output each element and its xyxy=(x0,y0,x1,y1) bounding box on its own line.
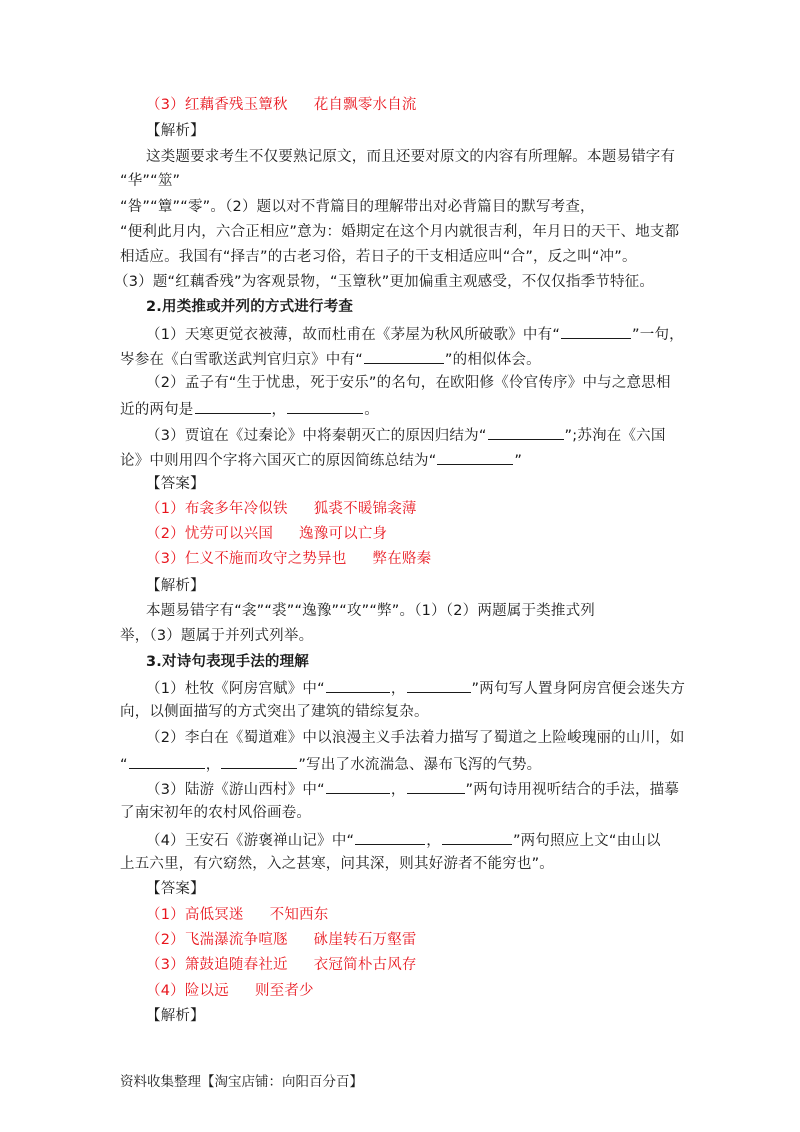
question-line xyxy=(120,398,379,420)
section-heading: 2.用类推或并列的方式进行考查 xyxy=(146,299,354,315)
question-line: 了南宋初年的农村风俗画卷。 xyxy=(120,805,312,821)
question-text: ” xyxy=(514,453,523,469)
question-line: 上五六里，有穴窈然，入之甚寒，问其深，则其好游者不能穷也”。 xyxy=(120,856,555,872)
analysis-label: 【解析】 xyxy=(146,578,205,594)
question-text: （3）贾谊在《过秦论》中将秦朝灭亡的原因归结为“ xyxy=(146,428,487,444)
paragraph-line: 这类题要求考生不仅要熟记原文，而且还要对原文的内容有所理解。本题易错字有 xyxy=(146,149,676,165)
fill-blank xyxy=(407,677,471,693)
question-text: （1）杜牧《阿房宫赋》中“ xyxy=(146,681,325,697)
question-line xyxy=(146,424,666,446)
question-text: 论》中则用四个字将六国灭亡的原因简练总结为“ xyxy=(120,453,437,469)
answer-line-1 xyxy=(146,499,417,519)
fill-blank xyxy=(488,424,564,440)
question-line: （2）李白在《蜀道难》中以浪漫主义手法着力描写了蜀道之上险峻瑰丽的山川，如 xyxy=(146,730,685,746)
answer-text: 花自飘零水自流 xyxy=(313,97,417,113)
fill-blank xyxy=(561,323,631,339)
question-text: ， xyxy=(205,757,221,773)
answer-line-3 xyxy=(146,955,417,975)
question-line xyxy=(146,778,679,800)
fill-blank xyxy=(355,829,425,845)
paragraph-line: “便利此月内，六合正相应”意为：婚期定在这个月内就很吉利，年月日的天干、地支都 xyxy=(120,224,680,240)
answer-line-3 xyxy=(146,549,431,569)
answer-text: 不知西东 xyxy=(269,907,329,923)
question-line: 向，以侧面描写的方式突出了建筑的错综复杂。 xyxy=(120,704,429,720)
question-text: （3）陆游《游山西村》中“ xyxy=(146,782,325,798)
fill-blank xyxy=(407,778,465,794)
answer-line-2 xyxy=(146,524,387,544)
paragraph-line: “咎”“簟”“零”。（2）题以对不背篇目的理解带出对必背篇目的默写考查， xyxy=(120,199,595,215)
answer-text: （1）布衾多年冷似铁 xyxy=(146,501,288,517)
answer-text: （4）险以远 xyxy=(146,983,229,999)
answer-line-1 xyxy=(146,905,328,925)
answer-text: 衣冠简朴古风存 xyxy=(313,957,417,973)
question-text: ”一句， xyxy=(632,327,684,343)
answer-line-2 xyxy=(146,930,417,950)
section-heading: 3.对诗句表现手法的理解 xyxy=(146,654,309,670)
question-line xyxy=(120,348,541,370)
question-line xyxy=(146,829,661,851)
question-text: 岑参在《白雪歌送武判官归京》中有“ xyxy=(120,352,363,368)
fill-blank xyxy=(195,398,271,414)
answer-text: （3）红藕香残玉簟秋 xyxy=(146,97,288,113)
fill-blank xyxy=(326,677,390,693)
question-text: ， xyxy=(271,402,287,418)
question-line: （2）孟子有“生于忧患，死于安乐”的名句，在欧阳修《伶官传序》中与之意思相 xyxy=(146,375,671,391)
analysis-label: 【解析】 xyxy=(146,1008,205,1024)
question-text: ”两句写人置身阿房宫便会迷失方 xyxy=(471,681,686,697)
question-text: （4）王安石《游褒禅山记》中“ xyxy=(146,833,355,849)
question-text: ， xyxy=(426,833,441,849)
answer-label: 【答案】 xyxy=(146,881,205,897)
fill-blank xyxy=(364,348,444,364)
question-text: ， xyxy=(390,782,406,798)
question-line xyxy=(146,323,684,345)
question-line xyxy=(120,753,541,775)
fill-blank xyxy=(437,449,513,465)
question-text: 。 xyxy=(364,402,379,418)
question-text: ”;苏洵在《六国 xyxy=(564,428,666,444)
answer-line-3 xyxy=(146,95,417,115)
question-line xyxy=(146,677,685,699)
answer-text: （1）高低冥迷 xyxy=(146,907,244,923)
paragraph-line: 本题易错字有“衾”“裘”“逸豫”“攻”“弊”。（1）（2）两题属于类推式列 xyxy=(146,603,595,619)
answer-text: （3）箫鼓追随春社近 xyxy=(146,957,288,973)
answer-text: 则至者少 xyxy=(254,983,314,999)
paragraph-line: 相适应。我国有“择吉”的古老习俗，若日子的干支相适应叫“合”，反之叫“冲”。 xyxy=(120,249,637,265)
answer-text: （2）忧劳可以兴国 xyxy=(146,526,274,542)
answer-text: 狐裘不暖锦衾薄 xyxy=(313,501,417,517)
question-text: （1）天寒更觉衣被薄，故而杜甫在《茅屋为秋风所破歌》中有“ xyxy=(146,327,561,343)
question-text: ”两句诗用视听结合的手法，描摹 xyxy=(465,782,680,798)
fill-blank xyxy=(442,829,512,845)
question-line xyxy=(120,449,522,471)
answer-text: 弊在赂秦 xyxy=(372,551,432,567)
answer-line-4 xyxy=(146,981,314,1001)
fill-blank xyxy=(287,398,363,414)
question-text: ”两句照应上文“由山以 xyxy=(512,833,661,849)
question-text: ”的相似体会。 xyxy=(444,352,541,368)
fill-blank xyxy=(326,778,390,794)
page-footer: 资料收集整理【淘宝店铺：向阳百分百】 xyxy=(120,1074,363,1090)
paragraph-line: 举，（3）题属于并列式列举。 xyxy=(120,628,314,644)
answer-label: 【答案】 xyxy=(146,476,205,492)
paragraph-line: （3）题“红藕香残”为客观景物，“玉簟秋”更加偏重主观感受，不仅仅指季节特征。 xyxy=(114,274,655,290)
answer-text: （2）飞湍瀑流争喧豗 xyxy=(146,932,288,948)
question-text: ”写出了水流湍急、瀑布飞泻的气势。 xyxy=(298,757,542,773)
fill-blank xyxy=(129,753,205,769)
answer-text: 砯崖转石万壑雷 xyxy=(313,932,417,948)
question-text: 近的两句是 xyxy=(120,402,194,418)
fill-blank xyxy=(221,753,297,769)
question-text: “ xyxy=(120,757,128,773)
question-text: ， xyxy=(390,681,406,697)
answer-text: （3）仁义不施而攻守之势异也 xyxy=(146,551,347,567)
analysis-label: 【解析】 xyxy=(146,123,205,139)
answer-text: 逸豫可以亡身 xyxy=(299,526,388,542)
paragraph-line: “华”“筮” xyxy=(120,173,181,189)
